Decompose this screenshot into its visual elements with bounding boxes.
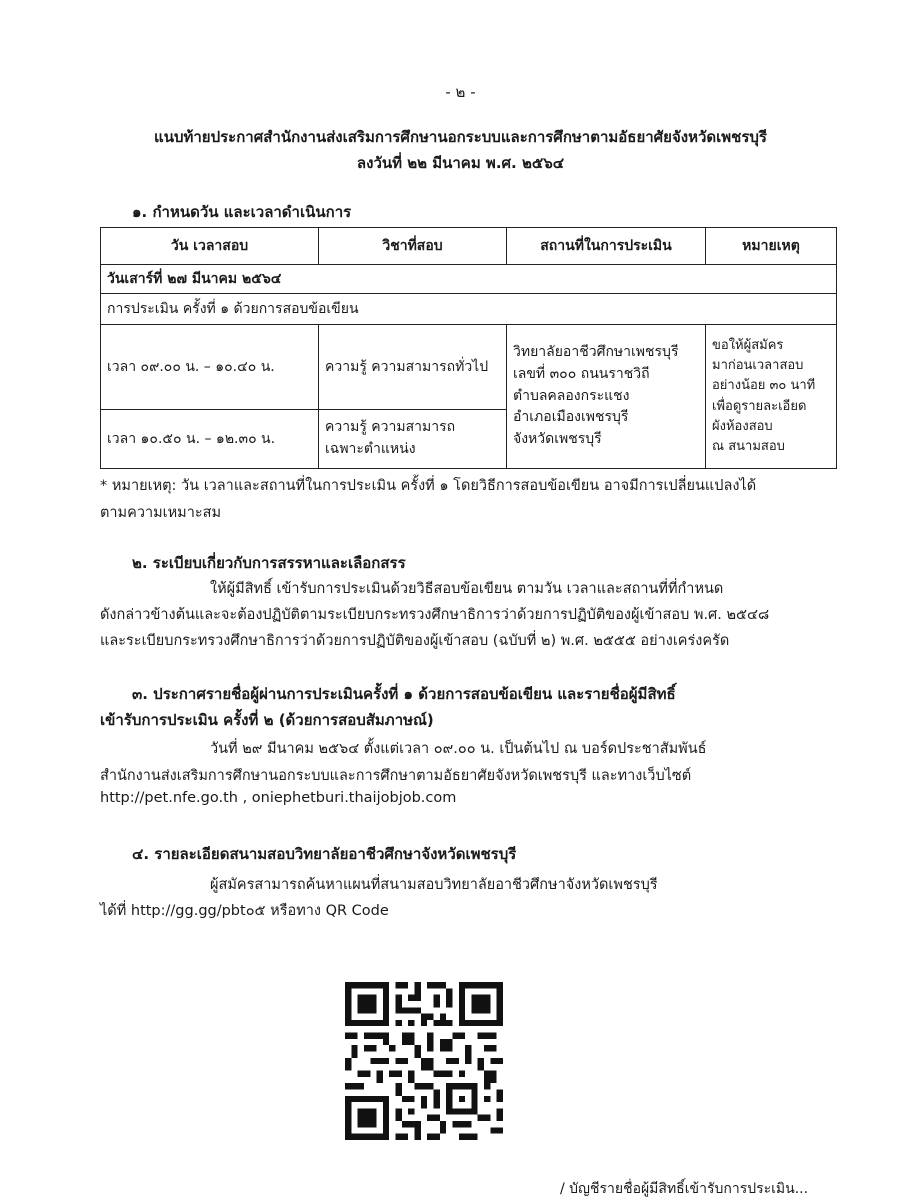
session-2-subject: [319, 410, 507, 469]
section-2-heading: ๒. ระเบียบเกี่ยวกับการสรรหาและเลือกสรร: [132, 554, 406, 572]
section-2-line-1: ให้ผู้มีสิทธิ์ เข้ารับการประเมินด้วยวิธีสอบข้อเขียน ตามวัน เวลาและสถานที่ที่กำหนด: [210, 581, 724, 597]
title-line-1: แนบท้ายประกาศสำนักงานส่งเสริมการศึกษานอกระบบและการศึกษาตามอัธยาศัยจังหวัดเพชรบุรี: [154, 128, 767, 146]
header-exam-time: วัน เวลาสอบ: [101, 228, 319, 265]
section-3-heading-line-1: ๓. ประกาศรายชื่อผู้ผ่านการประเมินครั้งที่ ๑ ด้วยการสอบข้อเขียน และรายชื่อผู้มีสิทธิ์: [132, 685, 676, 703]
remark-line: ผังห้องสอบ: [712, 418, 773, 434]
section-1-heading: ๑. กำหนดวัน และเวลาดำเนินการ: [132, 203, 352, 221]
remark-line: มาก่อนเวลาสอบ: [712, 358, 804, 374]
session-1-subject: ความรู้ ความสามารถทั่วไป: [319, 325, 507, 410]
remark-line: ขอให้ผู้สมัคร: [712, 338, 784, 354]
location-line: วิทยาลัยอาชีวศึกษาเพชรบุรี: [513, 344, 679, 361]
location-line: อำเภอเมืองเพชรบุรี: [513, 409, 629, 426]
section-4-heading: ๔. รายละเอียดสนามสอบวิทยาลัยอาชีวศึกษาจังหวัดเพชรบุรี: [132, 845, 517, 863]
location-line: ตำบลคลองกระแชง: [513, 387, 630, 404]
remark-cell: [706, 325, 837, 469]
note-line-1: * หมายเหตุ: วัน เวลาและสถานที่ในการประเมิน ครั้งที่ ๑ โดยวิธีการสอบข้อเขียน อาจมีการเปลี่ยนแปลงได้: [100, 478, 757, 494]
table-row: [101, 325, 837, 410]
table-row: [101, 265, 837, 294]
location-cell: [507, 325, 706, 469]
header-location: สถานที่ในการประเมิน: [507, 228, 706, 265]
exam-date: วันเสาร์ที่ ๒๗ มีนาคม ๒๕๖๔: [101, 265, 837, 294]
note-line-2: ตามความเหมาะสม: [100, 505, 222, 521]
header-remark: หมายเหตุ: [706, 228, 837, 265]
table-row: [101, 294, 837, 325]
section-4-line-2: ได้ที่ http://gg.gg/pbt๐๕ หรือทาง QR Code: [100, 903, 389, 919]
evaluation-round: การประเมิน ครั้งที่ ๑ ด้วยการสอบข้อเขียน: [101, 294, 837, 325]
section-2-line-3: และระเบียบกระทรวงศึกษาธิการว่าด้วยการปฏิบัติของผู้เข้าสอบ (ฉบับที่ ๒) พ.ศ. ๒๕๕๕ อย่างเคร่งครัด: [100, 633, 730, 649]
table-header-row: [101, 228, 837, 265]
section-3-line-2: สำนักงานส่งเสริมการศึกษานอกระบบและการศึกษาตามอัธยาศัยจังหวัดเพชรบุรี และทางเว็บไซต์: [100, 768, 692, 784]
section-2-line-2: ดังกล่าวข้างต้นและจะต้องปฏิบัติตามระเบียบกระทรวงศึกษาธิการว่าด้วยการปฏิบัติของผู้เข้าสอบ พ.ศ. ๒๕๔๘: [100, 607, 770, 623]
remark-line: อย่างน้อย ๓๐ นาที: [712, 378, 816, 394]
section-4-line-1: ผู้สมัครสามารถค้นหาแผนที่สนามสอบวิทยาลัยอาชีวศึกษาจังหวัดเพชรบุรี: [210, 877, 658, 893]
remark-line: ณ สนามสอบ: [712, 438, 785, 454]
remark-line: เพื่อดูรายละเอียด: [712, 398, 807, 414]
qr-code-icon: [345, 982, 503, 1140]
location-line: เลขที่ ๓๐๐ ถนนราชวิถี: [513, 365, 650, 382]
session-1-time: เวลา ๐๙.๐๐ น. – ๑๐.๔๐ น.: [101, 325, 319, 410]
header-subject: วิชาที่สอบ: [319, 228, 507, 265]
website-links: http://pet.nfe.go.th , oniephetburi.thaijobjob.com: [100, 790, 457, 806]
section-3-line-1: วันที่ ๒๙ มีนาคม ๒๕๖๔ ตั้งแต่เวลา ๐๙.๐๐ น. เป็นต้นไป ณ บอร์ดประชาสัมพันธ์: [210, 741, 707, 757]
schedule-table: [100, 227, 837, 469]
continuation-footer: / บัญชีรายชื่อผู้มีสิทธิ์เข้ารับการประเมิน...: [560, 1181, 809, 1197]
session-2-subject-line: ความรู้ ความสามารถ: [325, 419, 456, 436]
title-line-2: ลงวันที่ ๒๒ มีนาคม พ.ศ. ๒๕๖๔: [356, 154, 565, 172]
section-3-heading-line-2: เข้ารับการประเมิน ครั้งที่ ๒ (ด้วยการสอบสัมภาษณ์): [100, 711, 434, 729]
session-2-subject-line: เฉพาะตำแหน่ง: [325, 441, 416, 457]
session-2-time: เวลา ๑๐.๕๐ น. – ๑๒.๓๐ น.: [101, 410, 319, 469]
location-line: จังหวัดเพชรบุรี: [513, 431, 602, 448]
page-number: - ๒ -: [445, 83, 476, 101]
